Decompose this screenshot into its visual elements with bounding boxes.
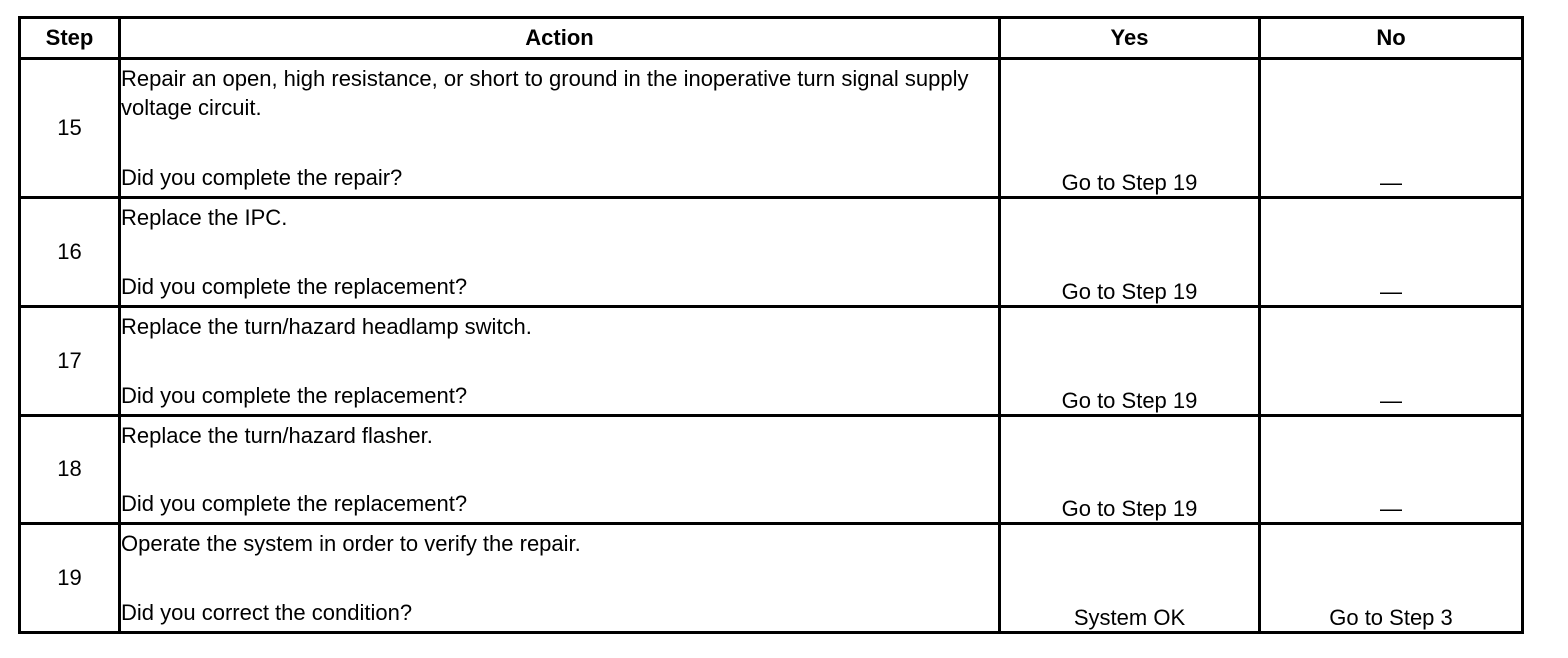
action-question: Did you complete the repair? — [121, 165, 403, 191]
action-cell — [120, 198, 1000, 307]
header-yes: Yes — [1000, 18, 1260, 59]
action-question: Did you complete the replacement? — [121, 274, 468, 300]
step-number: 18 — [20, 415, 120, 524]
no-result: — — [1260, 198, 1523, 307]
action-cell — [120, 524, 1000, 633]
action-cell — [120, 415, 1000, 524]
action-cell — [120, 307, 1000, 416]
action-instruction: Replace the turn/hazard flasher. — [121, 422, 433, 448]
header-action: Action — [120, 18, 1000, 59]
yes-result: Go to Step 19 — [1000, 415, 1260, 524]
yes-result: Go to Step 19 — [1000, 198, 1260, 307]
action-instruction: Operate the system in order to verify the repair. — [121, 531, 581, 557]
yes-result: Go to Step 19 — [1000, 307, 1260, 416]
yes-result: Go to Step 19 — [1000, 59, 1260, 198]
no-result: — — [1260, 59, 1523, 198]
step-number: 17 — [20, 307, 120, 416]
action-instruction: Repair an open, high resistance, or short to ground in the inoperative turn signal supply voltage circuit. — [121, 66, 969, 120]
table-row — [20, 198, 1523, 307]
action-instruction: Replace the turn/hazard headlamp switch. — [121, 314, 532, 340]
table-row — [20, 524, 1523, 633]
action-question: Did you complete the replacement? — [121, 491, 468, 517]
no-result: — — [1260, 307, 1523, 416]
table-row — [20, 415, 1523, 524]
action-question: Did you complete the replacement? — [121, 382, 468, 408]
no-result: Go to Step 3 — [1260, 524, 1523, 633]
table-row — [20, 307, 1523, 416]
diagnostic-table — [18, 16, 1524, 634]
step-number: 15 — [20, 59, 120, 198]
header-no: No — [1260, 18, 1523, 59]
no-result: — — [1260, 415, 1523, 524]
action-instruction: Replace the IPC. — [121, 205, 288, 231]
table-header-row — [20, 18, 1523, 59]
step-number: 19 — [20, 524, 120, 633]
action-cell — [120, 59, 1000, 198]
step-number: 16 — [20, 198, 120, 307]
yes-result: System OK — [1000, 524, 1260, 633]
header-step: Step — [20, 18, 120, 59]
table-row — [20, 59, 1523, 198]
diagnostic-table-container — [18, 16, 1521, 634]
action-question: Did you correct the condition? — [121, 600, 413, 625]
